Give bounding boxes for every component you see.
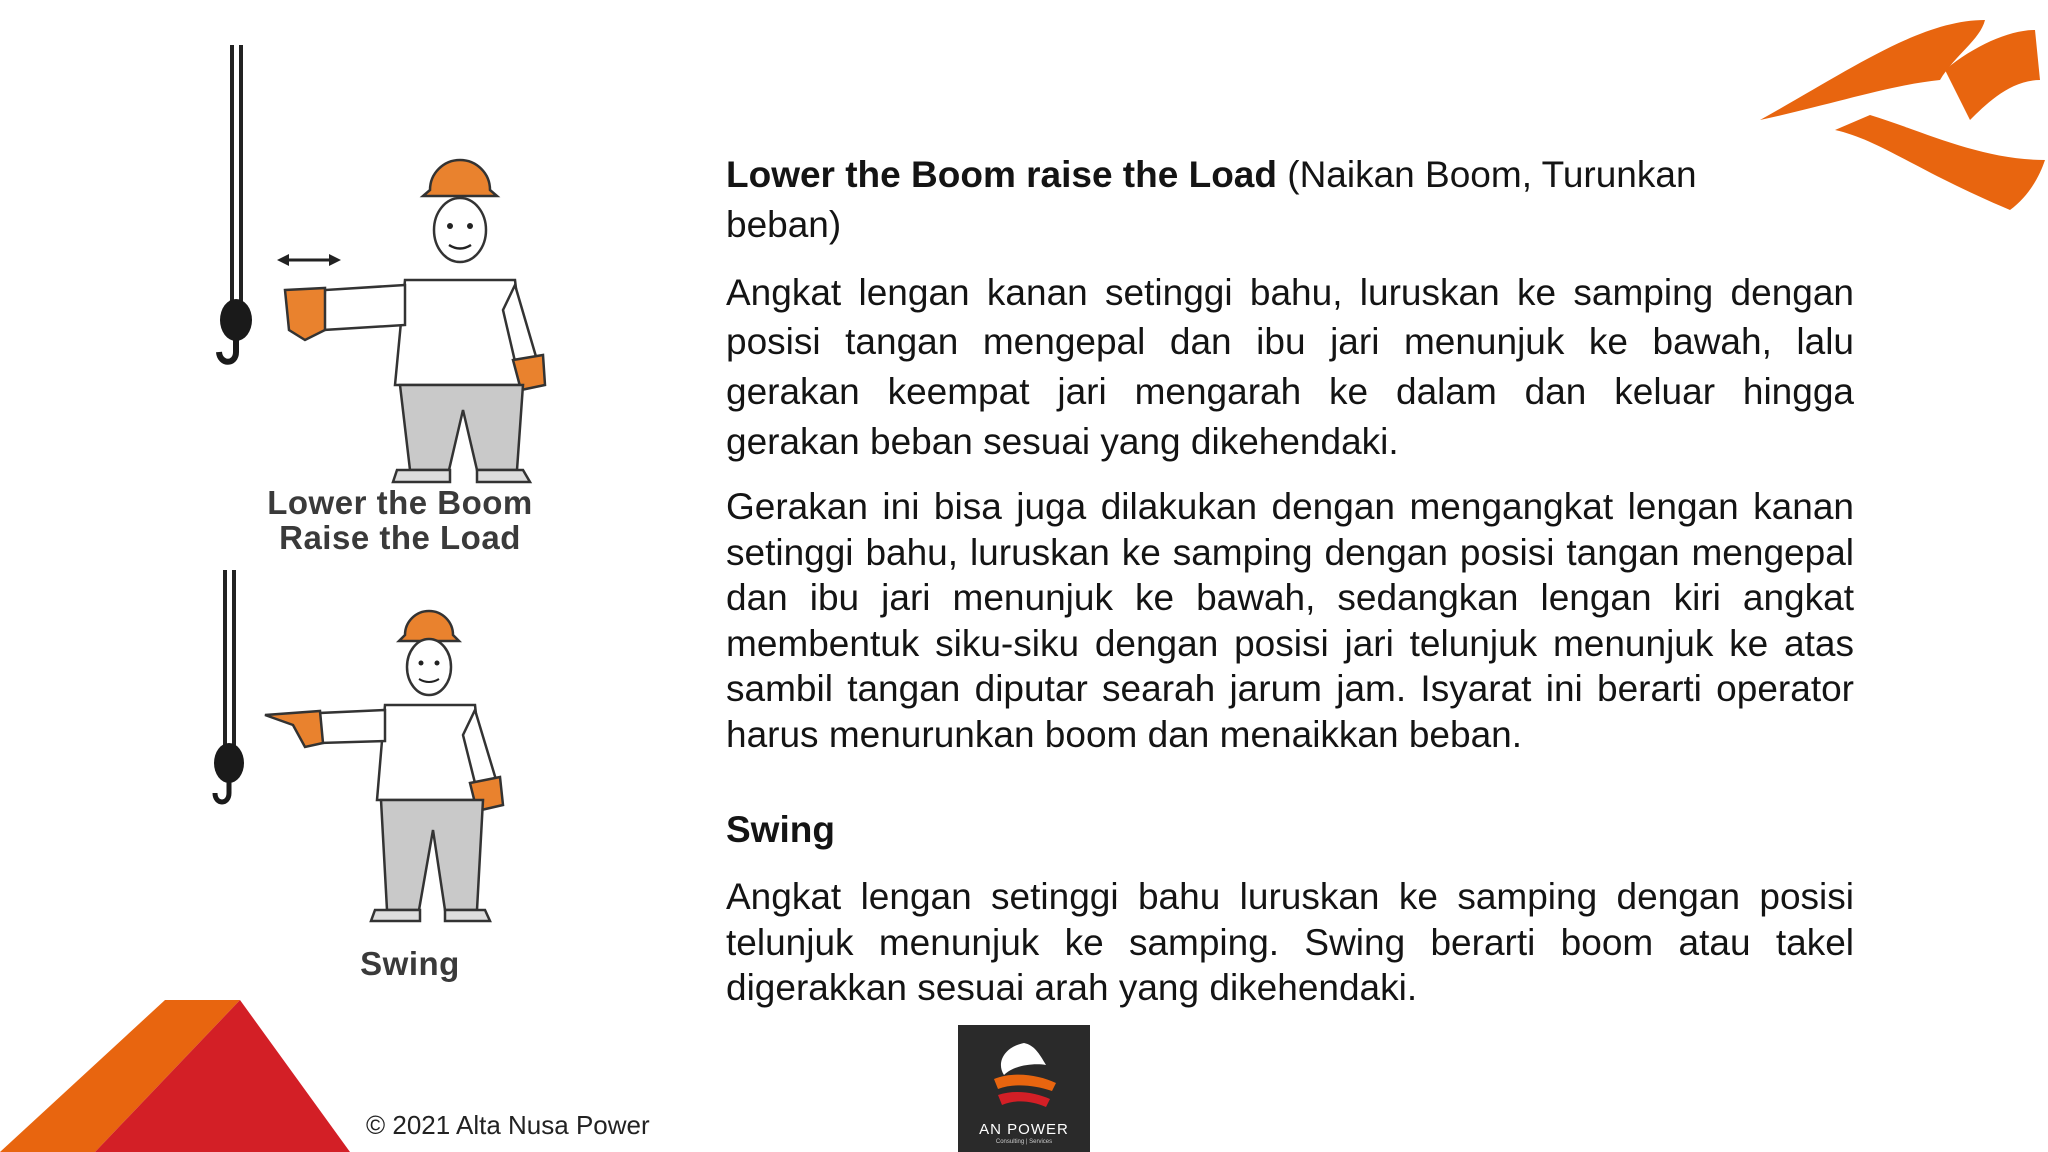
an-power-logo-icon [984, 1035, 1064, 1115]
logo-subtext: Consulting | Services [995, 1139, 1053, 1145]
corner-accent-shape [0, 995, 360, 1152]
content-column [726, 150, 1854, 1011]
section-swing-title: Swing [726, 809, 835, 851]
section-lower-boom-para-2: Gerakan ini bisa juga dilakukan dengan mengangkat lengan kanan setinggi bahu, luruskan ke samping dengan posisi tangan mengepal dan ibu jari menunjuk ke bawah, sedangkan lengan kiri angkat membentuk siku-siku dengan posisi jari telunjuk menunjuk ke atas sambil tangan diputar searah jarum jam. Isyarat ini berarti operator harus menurunkan boom dan menaikkan beban. [726, 486, 1854, 755]
illustration-swing [205, 565, 535, 945]
section-lower-boom-title: Lower the Boom raise the Load (Naikan Boom, Turunkan beban) [726, 154, 1697, 245]
an-power-logo [958, 1025, 1090, 1152]
logo-text: AN POWER [979, 1121, 1069, 1138]
caption-swing: Swing [360, 945, 460, 982]
hook-icon [219, 45, 252, 362]
hook-icon [214, 570, 244, 802]
double-arrow-icon [277, 254, 341, 266]
section-lower-boom-para-1: Angkat lengan kanan setinggi bahu, luruskan ke samping dengan posisi tangan mengepal dan ibu jari menunjuk ke bawah, lalu gerakan keempat jari mengarah ke dalam dan keluar hingga gerakan beban sesuai yang dikehendaki. [726, 271, 1854, 462]
caption-lower-boom: Lower the Boom Raise the Load [267, 484, 533, 556]
section-swing-para: Angkat lengan setinggi bahu luruskan ke samping dengan posisi telunjuk menunjuk ke samping. Swing berarti boom atau takel digerakkan sesuai arah yang dikehendaki. [726, 876, 1854, 1009]
copyright-text: © 2021 Alta Nusa Power [366, 1110, 650, 1140]
illustration-lower-boom-raise-load [205, 40, 605, 490]
